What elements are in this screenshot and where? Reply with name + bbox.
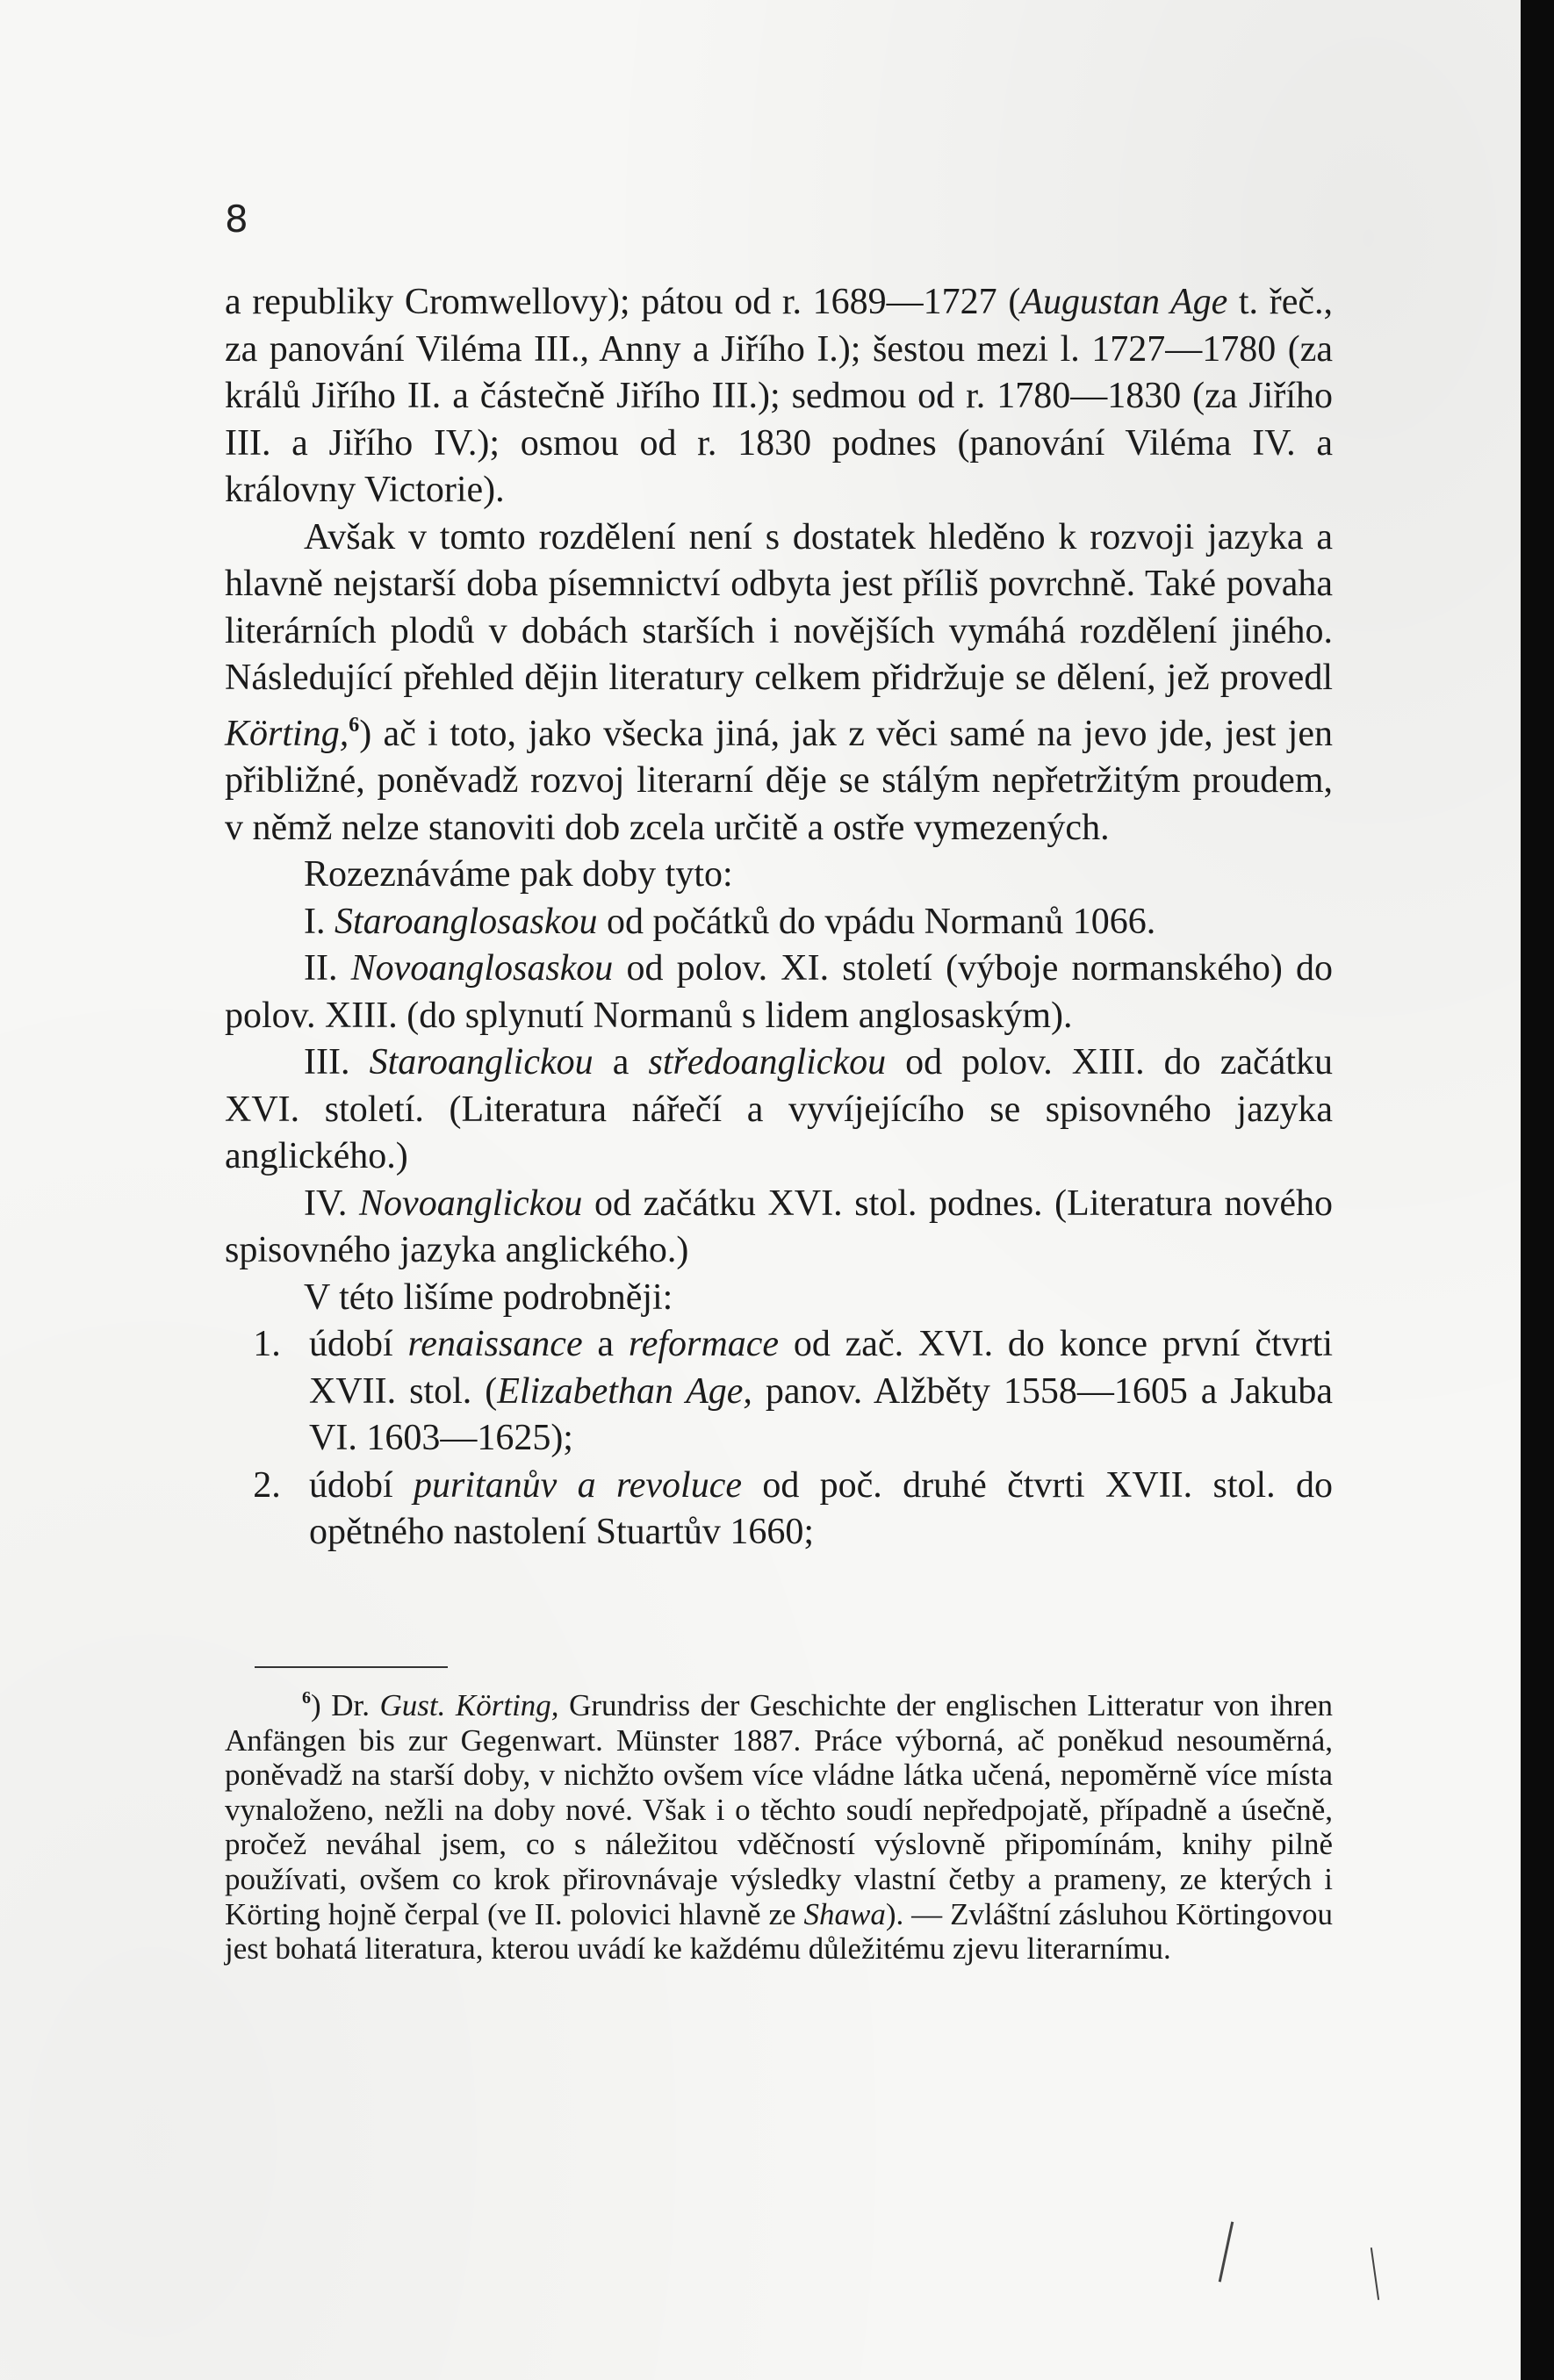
footnote-shaw: Shawa	[803, 1896, 886, 1931]
page-number: 8	[225, 198, 248, 241]
paragraph-3: Rozeznáváme pak doby tyto:	[304, 854, 733, 895]
ink-speck	[1371, 2247, 1379, 2300]
period-1: I. Staroanglosaskou od počátků do vpádu Normanů 1066.	[304, 901, 1156, 942]
footnote-divider	[255, 1666, 448, 1668]
period-2: II. Novoanglosaskou od polov. XI. století (výboje normanského) do polov. XIII. (do splynutí Normanů s lidem anglosaským).	[225, 948, 1333, 1036]
scan-border	[1521, 0, 1554, 2380]
subperiod-2: 2. údobí puritanův a revoluce od poč. druhé čtvrti XVII. stol. do opětného nastolení Stuartův 1660;	[253, 1464, 1333, 1552]
augustan-age: Augustan Age	[1020, 282, 1228, 322]
paragraph-2: Avšak v tomto rozdělení není s dostatek hleděno k rozvoji jazyka a hlavně nejstarší doba písemnictví odbyta jest příliš povrchně. Také povaha literárních plodů v dobách starších i novějších vymáhá rozdělení jiného. Následující přehled dějin literatury celkem přidržuje se dělení, jež provedl Körting,$^6$) ač i toto, jako všecka jiná, jak z věci samé na jevo jde, jest jen přibližné, poněvadž rozvoj literarní děje se stálým nepřetržitým proudem, v němž nelze stanoviti dob zcela určitě a ostře vymezených.	[225, 516, 1333, 848]
period-3: III. Staroanglickou a středoanglickou od polov. XIII. do začátku XVI. století. (Literatura nářečí a vyvíjejícího se spisovného jazyka anglického.)	[225, 1042, 1333, 1176]
paragraph-4: V této lišíme podrobněji:	[304, 1276, 673, 1318]
main-text	[225, 279, 1333, 1557]
footnote-marker: 6	[302, 1688, 311, 1708]
korting-name: Körting,	[225, 713, 349, 754]
paragraph-1: a republiky Cromwellovy); pátou od r. 1689—1727 (Augustan Age t. řeč., za panování Viléma III., Anny a Jiřího I.); šestou mezi l. 1727—1780 (za králů Jiřího II. a částečně Jiřího III.); sedmou od r. 1780—1830 (za Jiřího III. a Jiřího IV.); osmou od r. 1830 podnes (panování Viléma IV. a královny Victorie).	[225, 282, 1333, 510]
ink-speck	[1219, 2221, 1234, 2282]
footnote-ref: 6	[349, 713, 360, 737]
footnote: $^6$) Dr. Gust. Körting, Grundriss der Geschichte der englischen Litteratur von ihren Anfängen bis zur Gegenwart. Münster 1887. Práce výborná, ač poněkud nesouměrná, poněvadž na starší doby, v nichžto ovšem více vládne látka učená, nepoměrně více místa vynaloženo, nežli na doby nové. Však i o těchto soudí nepředpojatě, případně a úsečně, pročež neváhal jsem, co s náležitou vděčností výslovně připomínám, knihy pilně používati, ovšem co krok přirovnávaje výsledky vlastní četby a prameny, ze kterých i Körting hojně čerpal (ve II. polovici hlavně ze Shawa). — Zvláštní zásluhou Körtingovou jest bohatá literatura, kterou uvádí ke každému důležitému zjevu literarnímu.	[225, 1688, 1333, 1967]
period-4: IV. Novoanglickou od začátku XVI. stol. podnes. (Literatura nového spisovného jazyka anglického.)	[225, 1183, 1333, 1270]
footnote-author: Gust. Körting,	[379, 1688, 559, 1722]
subperiod-1: 1. údobí renaissance a reformace od zač. XVI. do konce první čtvrti XVII. stol. (Elizabethan Age, panov. Alžběty 1558—1605 a Jakuba VI. 1603—1625);	[253, 1324, 1334, 1458]
